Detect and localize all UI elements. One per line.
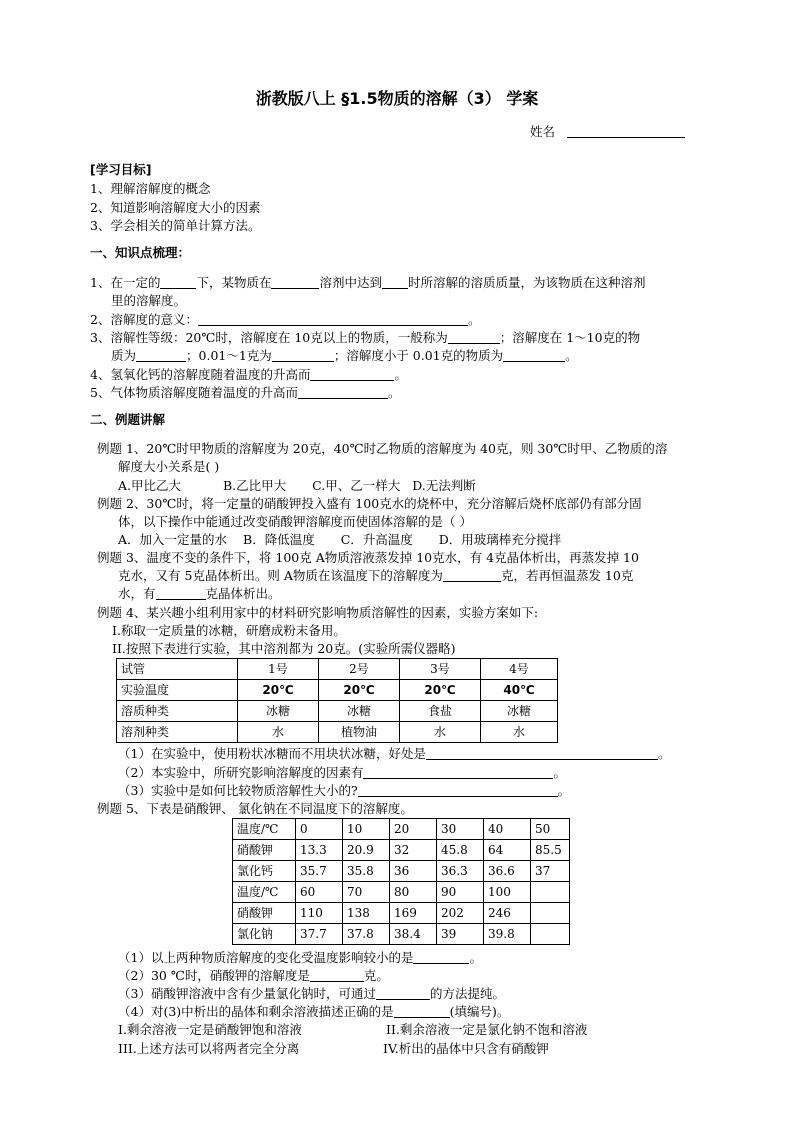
knowledge-item-2: 2、溶解度的意义： 。 bbox=[90, 312, 481, 327]
table-cell: 实验温度 bbox=[117, 680, 238, 701]
table-cell: 氯化钙 bbox=[233, 861, 296, 882]
table-cell: 90 bbox=[437, 882, 484, 903]
option[interactable]: A．加入一定量的水 bbox=[118, 532, 228, 547]
table-cell: 温度/℃ bbox=[233, 882, 296, 903]
example-5-question-2: （2）30 ℃时，硝酸钾的溶解度是 克。 bbox=[118, 968, 389, 983]
section1-heading: 一、知识点梳理： bbox=[90, 245, 191, 260]
table-cell: 硝酸钾 bbox=[233, 903, 296, 924]
objectives-heading: [学习目标] bbox=[90, 162, 152, 177]
table-cell: 食盐 bbox=[400, 701, 481, 722]
table-cell: 冰糖 bbox=[481, 701, 558, 722]
table-cell bbox=[531, 882, 570, 903]
table-cell: 202 bbox=[437, 903, 484, 924]
answer-blank[interactable] bbox=[382, 275, 408, 289]
table-cell: 64 bbox=[484, 840, 531, 861]
table-cell: 138 bbox=[343, 903, 390, 924]
objective-item: 3、学会相关的简单计算方法。 bbox=[90, 218, 261, 233]
objective-item: 1、理解溶解度的概念 bbox=[90, 181, 211, 196]
table-cell: 32 bbox=[390, 840, 437, 861]
example-1-text: 例题 1、20℃时甲物质的溶解度为 20克，40℃时乙物质的溶解度为 40克，则 30℃时甲、乙物质的溶 bbox=[97, 441, 668, 456]
example-1-text-cont: 解度大小关系是( ) bbox=[118, 459, 220, 474]
table-cell: 水 bbox=[238, 722, 319, 743]
example-2-text: 例题 2、30℃时，将一定量的硝酸钾投入盛有 100克水的烧杯中，充分溶解后烧杯底部仍有部分固 bbox=[97, 496, 642, 511]
table-cell: 13.3 bbox=[296, 840, 343, 861]
option[interactable]: D.无法判断 bbox=[412, 478, 476, 493]
table-cell: 溶剂种类 bbox=[117, 722, 238, 743]
name-blank[interactable] bbox=[567, 124, 685, 138]
table-row bbox=[117, 701, 558, 722]
example-4-question-3: （3）实验中是如何比较物质溶解性大小的? 。 bbox=[118, 783, 571, 798]
section2-heading: 二、例题讲解 bbox=[90, 412, 166, 427]
example-4-step2: II.按照下表进行实验，其中溶剂都为 20克。(实验所需仪器略) bbox=[112, 641, 456, 656]
answer-blank[interactable] bbox=[426, 746, 658, 760]
table-cell: 氯化钠 bbox=[233, 924, 296, 945]
name-field[interactable] bbox=[530, 122, 685, 140]
knowledge-item-3-cont: 质为 ；0.01～1克为 ；溶解度小于 0.01克的物质为 。 bbox=[111, 348, 578, 363]
table-cell: 10 bbox=[343, 819, 390, 840]
table-row bbox=[233, 903, 570, 924]
table-cell: 水 bbox=[400, 722, 481, 743]
answer-blank[interactable] bbox=[298, 385, 388, 399]
answer-blank[interactable] bbox=[394, 1004, 450, 1018]
option[interactable]: D．用玻璃棒充分搅拌 bbox=[438, 532, 562, 547]
table-cell: 80 bbox=[390, 882, 437, 903]
answer-blank[interactable] bbox=[271, 275, 319, 289]
table-cell: 溶质种类 bbox=[117, 701, 238, 722]
table-cell: 温度/℃ bbox=[233, 819, 296, 840]
table-row bbox=[117, 680, 558, 701]
answer-blank[interactable] bbox=[310, 968, 364, 982]
example-1-options bbox=[118, 477, 476, 495]
table-cell: 39 bbox=[437, 924, 484, 945]
table-cell: 37 bbox=[531, 861, 570, 882]
table-cell bbox=[531, 903, 570, 924]
table-cell: 植物油 bbox=[319, 722, 400, 743]
table-cell: 水 bbox=[481, 722, 558, 743]
example-3-text-cont: 克水，又有 5克晶体析出。则 A物质在该温度下的溶解度为 克，若再恒温蒸发 10克 bbox=[118, 568, 634, 583]
table-row bbox=[233, 882, 570, 903]
example-4-text: 例题 4、某兴趣小组利用家中的材料研究影响物质溶解性的因素，实验方案如下: bbox=[97, 605, 539, 620]
name-label: 姓名 bbox=[530, 124, 556, 139]
table-cell: 37.7 bbox=[296, 924, 343, 945]
answer-blank[interactable] bbox=[443, 568, 501, 582]
table-cell: 70 bbox=[343, 882, 390, 903]
table-row bbox=[233, 861, 570, 882]
table-cell: 3号 bbox=[400, 659, 481, 680]
example-4-question-1: （1）在实验中，使用粉状冰糖而不用块状冰糖，好处是 。 bbox=[118, 746, 671, 761]
option[interactable]: B.乙比甲大 bbox=[223, 478, 287, 493]
table-cell: 169 bbox=[390, 903, 437, 924]
example-5-question-4: （4）对(3)中析出的晶体和剩余溶液描述正确的是 (填编号)。 bbox=[118, 1004, 510, 1019]
table-cell: 36 bbox=[390, 861, 437, 882]
example-5-question-3: （3）硝酸钾溶液中含有少量氯化钠时，可通过 的方法提纯。 bbox=[118, 986, 505, 1001]
table-row bbox=[233, 924, 570, 945]
table-cell: 20.9 bbox=[343, 840, 390, 861]
example-5-option-2[interactable]: II.剩余溶液一定是氯化钠不饱和溶液 bbox=[386, 1022, 588, 1037]
table-cell: 50 bbox=[531, 819, 570, 840]
answer-blank[interactable] bbox=[376, 986, 430, 1000]
answer-blank[interactable] bbox=[363, 765, 553, 779]
page-title: 浙教版八上 §1.5物质的溶解（3） 学案 bbox=[255, 89, 539, 108]
answer-blank[interactable] bbox=[310, 367, 394, 381]
example-3-text-cont2: 水，有 克晶体析出。 bbox=[118, 586, 281, 601]
option[interactable]: C.甲、乙一样大 bbox=[312, 478, 401, 493]
table-cell: 20℃ bbox=[238, 680, 319, 701]
table-cell: 35.8 bbox=[343, 861, 390, 882]
table-cell: 2号 bbox=[319, 659, 400, 680]
example-5-question-1: （1）以上两种物质溶解度的变化受温度影响较小的是 。 bbox=[118, 950, 482, 965]
answer-blank[interactable] bbox=[156, 586, 206, 600]
table-cell bbox=[531, 924, 570, 945]
answer-blank[interactable] bbox=[198, 312, 468, 326]
knowledge-item-4: 4、氢氧化钙的溶解度随着温度的升高而 。 bbox=[90, 367, 407, 382]
table-cell: 37.8 bbox=[343, 924, 390, 945]
table-cell: 1号 bbox=[238, 659, 319, 680]
table-cell: 4号 bbox=[481, 659, 558, 680]
example-2-text-cont: 体，以下操作中能通过改变硝酸钾溶解度而使固体溶解的是（ ） bbox=[118, 514, 472, 529]
example-2-options bbox=[118, 531, 561, 549]
table-row bbox=[233, 840, 570, 861]
knowledge-item-3: 3、溶解性等级：20℃时，溶解度在 10克以上的物质，一般称为 ；溶解度在 1～10克的物 bbox=[90, 330, 641, 345]
answer-blank[interactable] bbox=[272, 348, 334, 362]
knowledge-item-1: 1、在一定的 下，某物质在 溶剂中达到 时所溶解的溶质质量，为该物质在这种溶剂 bbox=[90, 275, 646, 290]
example-5-text: 例题 5、下表是硝酸钾、 氯化钠在不同温度下的溶解度。 bbox=[97, 801, 413, 816]
example-5-option-3[interactable]: III.上述方法可以将两者完全分离 bbox=[118, 1041, 300, 1056]
option[interactable]: A.甲比乙大 bbox=[118, 478, 182, 493]
table-cell: 硝酸钾 bbox=[233, 840, 296, 861]
table-cell: 36.6 bbox=[484, 861, 531, 882]
table-cell: 0 bbox=[296, 819, 343, 840]
option[interactable]: B．降低温度 bbox=[243, 532, 315, 547]
table-cell: 40 bbox=[484, 819, 531, 840]
table-cell: 冰糖 bbox=[319, 701, 400, 722]
table-cell: 20℃ bbox=[319, 680, 400, 701]
table-cell: 20℃ bbox=[400, 680, 481, 701]
table-cell: 36.3 bbox=[437, 861, 484, 882]
table-row bbox=[233, 819, 570, 840]
answer-blank[interactable] bbox=[503, 348, 565, 362]
table-cell: 39.8 bbox=[484, 924, 531, 945]
answer-blank[interactable] bbox=[358, 783, 558, 797]
table-cell: 20 bbox=[390, 819, 437, 840]
table-cell: 110 bbox=[296, 903, 343, 924]
table-cell: 100 bbox=[484, 882, 531, 903]
example-5-option-1[interactable]: I.剩余溶液一定是硝酸钾饱和溶液 bbox=[118, 1022, 302, 1037]
table-row bbox=[117, 659, 558, 680]
table-cell: 38.4 bbox=[390, 924, 437, 945]
table-cell: 85.5 bbox=[531, 840, 570, 861]
knowledge-item-5: 5、气体物质溶解度随着温度的升高而 。 bbox=[90, 385, 401, 400]
example-4-step1: I.称取一定质量的冰糖，研磨成粉末备用。 bbox=[112, 623, 346, 638]
table-cell: 60 bbox=[296, 882, 343, 903]
table-cell: 246 bbox=[484, 903, 531, 924]
option[interactable]: C．升高温度 bbox=[340, 532, 413, 547]
table-cell: 试管 bbox=[117, 659, 238, 680]
answer-blank[interactable] bbox=[136, 348, 186, 362]
solubility-table bbox=[232, 818, 570, 945]
example-3-text: 例题 3、温度不变的条件下，将 100克 A物质溶液蒸发掉 10克水，有 4克晶体析出，再蒸发掉 10 bbox=[97, 550, 639, 565]
table-cell: 30 bbox=[437, 819, 484, 840]
example-5-option-4[interactable]: IV.析出的晶体中只含有硝酸钾 bbox=[383, 1041, 549, 1056]
answer-blank[interactable] bbox=[413, 950, 469, 964]
knowledge-item-1-cont: 里的溶解度。 bbox=[111, 293, 187, 308]
example-4-question-2: （2）本实验中，所研究影响溶解度的因素有 。 bbox=[118, 765, 566, 780]
answer-blank[interactable] bbox=[448, 330, 500, 344]
table-cell: 40℃ bbox=[481, 680, 558, 701]
table-cell: 35.7 bbox=[296, 861, 343, 882]
objective-item: 2、知道影响溶解度大小的因素 bbox=[90, 200, 261, 215]
table-cell: 冰糖 bbox=[238, 701, 319, 722]
table-row bbox=[117, 722, 558, 743]
answer-blank[interactable] bbox=[160, 275, 196, 289]
table-cell: 45.8 bbox=[437, 840, 484, 861]
experiment-table bbox=[116, 658, 558, 743]
